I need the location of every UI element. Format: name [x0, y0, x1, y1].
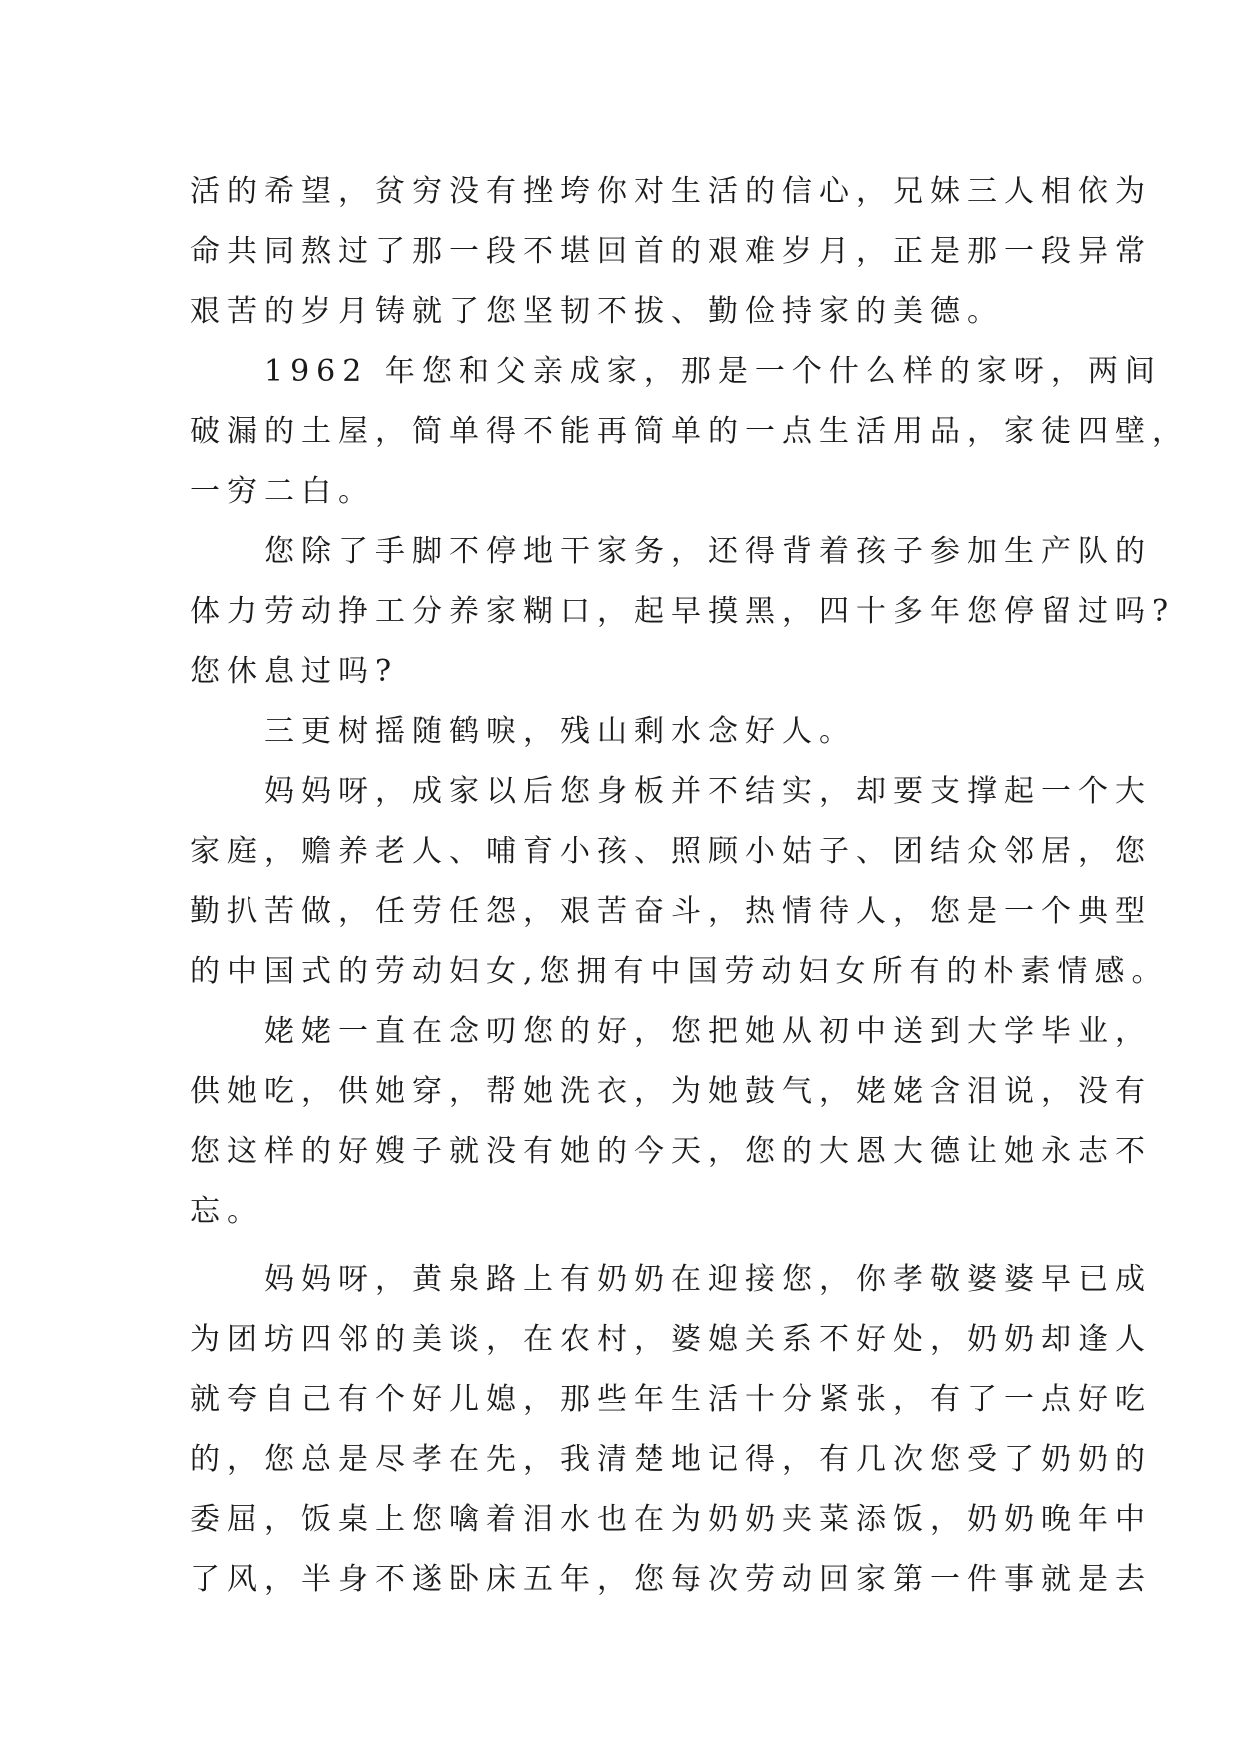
- text-line: 妈妈呀，黄泉路上有奶奶在迎接您，你孝敬婆婆早已成: [190, 1262, 1152, 1297]
- text-line: 艰苦的岁月铸就了您坚韧不拔、勤俭持家的美德。: [190, 294, 1004, 329]
- text-line: 的中国式的劳动妇女,您拥有中国劳动妇女所有的朴素情感。: [190, 954, 1169, 989]
- text-line: 了风，半身不遂卧床五年，您每次劳动回家第一件事就是去: [190, 1562, 1152, 1597]
- text-line: 您休息过吗?: [190, 654, 399, 689]
- text-line: 姥姥一直在念叨您的好，您把她从初中送到大学毕业，: [190, 1014, 1152, 1049]
- text-line: 活的希望，贫穷没有挫垮你对生活的信心，兄妹三人相依为: [190, 174, 1152, 209]
- text-line: 供她吃，供她穿，帮她洗衣，为她鼓气，姥姥含泪说，没有: [190, 1074, 1152, 1109]
- text-line: 1962 年您和父亲成家，那是一个什么样的家呀，两间: [190, 354, 1162, 389]
- document-body: [190, 162, 1189, 1610]
- text-line: 就夸自己有个好儿媳，那些年生活十分紧张，有了一点好吃: [190, 1382, 1152, 1417]
- text-line: 破漏的土屋，简单得不能再简单的一点生活用品，家徒四壁，: [190, 414, 1189, 449]
- text-line: 三更树摇随鹤唳，残山剩水念好人。: [190, 714, 856, 749]
- text-line: 您这样的好嫂子就没有她的今天，您的大恩大德让她永志不: [190, 1134, 1152, 1169]
- text-line: 勤扒苦做，任劳任怨，艰苦奋斗，热情待人，您是一个典型: [190, 894, 1152, 929]
- text-line: 一穷二白。: [190, 474, 375, 509]
- text-line: 委屈，饭桌上您噙着泪水也在为奶奶夹菜添饭，奶奶晚年中: [190, 1502, 1152, 1537]
- text-line: 妈妈呀，成家以后您身板并不结实，却要支撑起一个大: [190, 774, 1152, 809]
- paragraph-gap: [190, 1242, 1065, 1250]
- text-line: 命共同熬过了那一段不堪回首的艰难岁月，正是那一段异常: [190, 234, 1152, 269]
- text-line: 的，您总是尽孝在先，我清楚地记得，有几次您受了奶奶的: [190, 1442, 1152, 1477]
- text-line: 忘。: [190, 1194, 264, 1229]
- text-line: 家庭，赡养老人、哺育小孩、照顾小姑子、团结众邻居，您: [190, 834, 1152, 869]
- text-line: 为团坊四邻的美谈，在农村，婆媳关系不好处，奶奶却逢人: [190, 1322, 1152, 1357]
- text-line: 您除了手脚不停地干家务，还得背着孩子参加生产队的: [190, 534, 1152, 569]
- text-line: 体力劳动挣工分养家糊口，起早摸黑，四十多年您停留过吗?: [190, 594, 1176, 629]
